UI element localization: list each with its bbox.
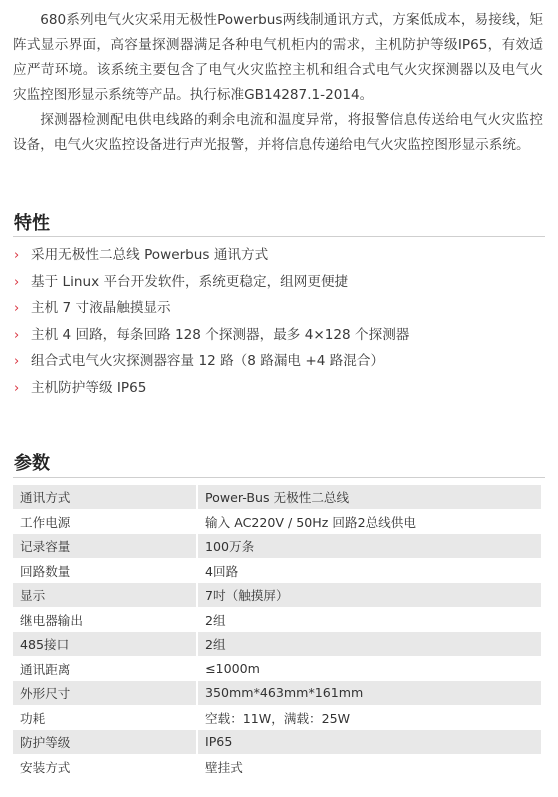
intro-paragraph-1: 680系列电气火灾采用无极性Powerbus两线制通讯方式，方案低成本，易接线，矩阵式显示界面，高容量探测器满足各种电气机柜内的需求，主机防护等级IP65，有效适应严苛环境。该系统主要包含了电气火灾监控主机和组合式电气火灾探测器以及电气火灾监控图形显示系统等产品。执行标准GB14287.1-2014。: [13, 12, 543, 103]
list-item: [14, 322, 544, 349]
param-key: 继电器输出: [13, 607, 197, 632]
table-row: [13, 485, 541, 509]
param-key: 外形尺寸: [13, 681, 197, 706]
table-row: [13, 681, 541, 706]
chevron-right-icon: ›: [14, 301, 20, 316]
param-value: 350mm*463mm*161mm: [197, 681, 541, 706]
list-item: [14, 375, 544, 402]
param-value: 4回路: [197, 558, 541, 583]
list-item: [14, 242, 544, 269]
table-row: [13, 705, 541, 730]
param-key: 安装方式: [13, 754, 197, 779]
table-row: [13, 583, 541, 608]
param-key: 485接口: [13, 632, 197, 657]
param-value: 2组: [197, 607, 541, 632]
feature-text: 基于 Linux 平台开发软件，系统更稳定，组网更便捷: [31, 273, 349, 290]
param-key: 通讯方式: [13, 485, 197, 509]
param-value: ≤1000m: [197, 656, 541, 681]
table-row: [13, 534, 541, 559]
features-divider: [13, 236, 545, 237]
chevron-right-icon: ›: [14, 327, 20, 343]
table-row: [13, 656, 541, 681]
table-row: [13, 730, 541, 755]
chevron-right-icon: ›: [14, 354, 20, 369]
list-item: [14, 269, 544, 296]
table-row: [13, 607, 541, 632]
intro-section: [13, 8, 543, 158]
chevron-right-icon: ›: [14, 380, 20, 396]
params-heading: 参数: [14, 453, 50, 474]
params-table: [13, 485, 541, 779]
param-value: 壁挂式: [197, 754, 541, 779]
table-row: [13, 754, 541, 779]
param-value: 7吋（触摸屏）: [197, 583, 541, 608]
list-item: [14, 348, 544, 375]
table-row: [13, 632, 541, 657]
params-divider: [13, 477, 545, 478]
features-list: [14, 242, 544, 401]
list-item: [14, 295, 544, 322]
feature-text: 采用无极性二总线 Powerbus 通讯方式: [31, 247, 269, 263]
chevron-right-icon: ›: [14, 274, 20, 290]
param-value: 输入 AC220V / 50Hz 回路2总线供电: [197, 509, 541, 534]
table-row: [13, 558, 541, 583]
param-key: 防护等级: [13, 730, 197, 755]
param-key: 通讯距离: [13, 656, 197, 681]
param-key: 功耗: [13, 705, 197, 730]
intro-paragraph-2: 探测器检测配电供电线路的剩余电流和温度异常，将报警信息传送给电气火灾监控设备，电气火灾监控设备进行声光报警，并将信息传递给电气火灾监控图形显示系统。: [13, 112, 543, 153]
param-key: 记录容量: [13, 534, 197, 559]
param-value: Power-Bus 无极性二总线: [197, 485, 541, 509]
feature-text: 组合式电气火灾探测器容量 12 路（8 路漏电 +4 路混合）: [31, 353, 385, 369]
table-row: [13, 509, 541, 534]
param-value: 空载：11W，满载：25W: [197, 705, 541, 730]
param-value: 100万条: [197, 534, 541, 559]
param-key: 显示: [13, 583, 197, 608]
feature-text: 主机 7 寸液晶触摸显示: [31, 300, 171, 316]
param-value: 2组: [197, 632, 541, 657]
param-key: 回路数量: [13, 558, 197, 583]
feature-text: 主机 4 回路，每条回路 128 个探测器，最多 4×128 个探测器: [31, 326, 410, 343]
feature-text: 主机防护等级 IP65: [31, 379, 147, 396]
param-key: 工作电源: [13, 509, 197, 534]
features-heading: 特性: [14, 213, 50, 234]
chevron-right-icon: ›: [14, 248, 20, 263]
param-value: IP65: [197, 730, 541, 755]
